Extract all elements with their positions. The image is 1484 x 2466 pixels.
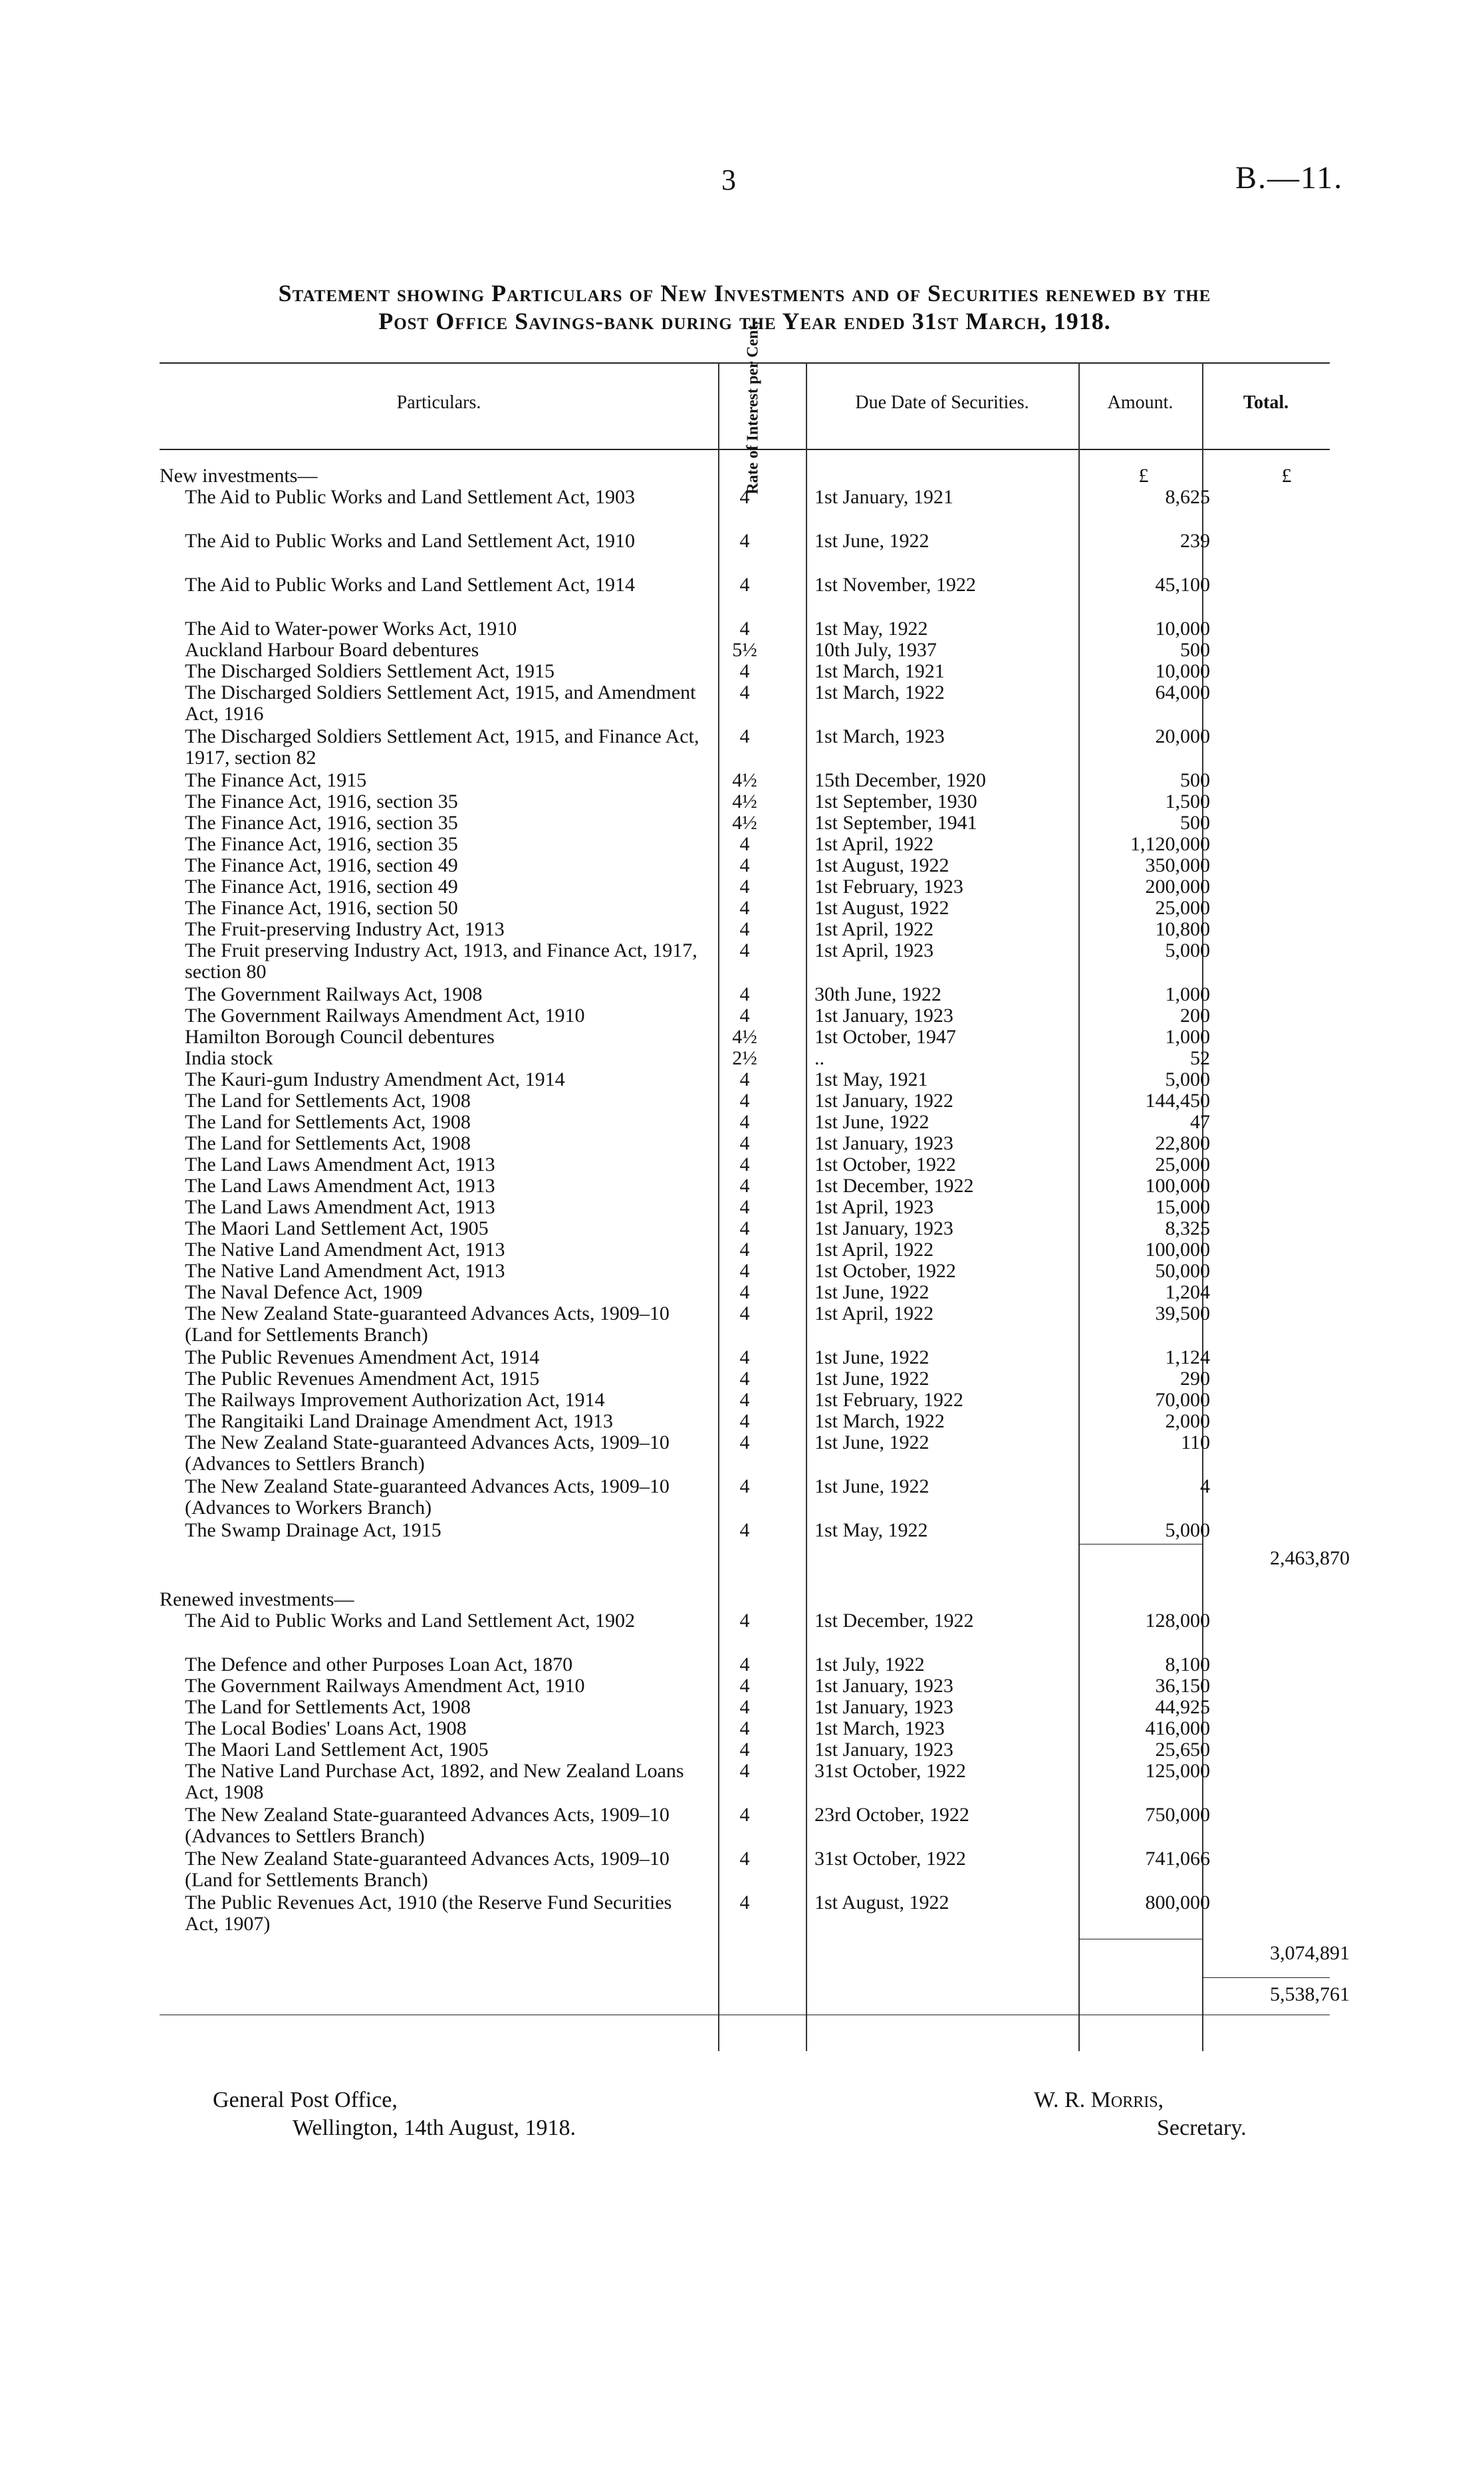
rate-cell: 4: [739, 983, 750, 1005]
due-date-cell: 1st June, 1922: [814, 1431, 929, 1453]
rate-cell: 4: [739, 1368, 750, 1390]
rate-cell: 4½: [732, 791, 757, 812]
amount-cell: 15,000: [1155, 1196, 1210, 1218]
amount-cell: 36,150: [1155, 1675, 1210, 1697]
rate-cell: 4: [739, 1519, 750, 1541]
amount-cell: 741,066: [1145, 1848, 1210, 1870]
due-date-cell: 1st January, 1923: [814, 1217, 953, 1239]
amount-cell: 1,000: [1165, 1026, 1210, 1048]
rate-cell: 4: [739, 1760, 750, 1782]
rate-cell: 4: [739, 1111, 750, 1133]
grand-total: 5,538,761: [1270, 1983, 1350, 2005]
particulars-cell: The Railways Improvement Authorization Act, 1914: [185, 1389, 605, 1411]
rate-cell: 4: [739, 1217, 750, 1239]
amount-cell: 500: [1180, 769, 1210, 791]
due-date-cell: 1st March, 1921: [814, 660, 945, 682]
rate-cell: 4: [739, 1675, 750, 1697]
due-date-cell: 1st August, 1922: [814, 854, 949, 876]
due-date-cell: ..: [814, 1047, 824, 1069]
due-date-cell: 10th July, 1937: [814, 639, 937, 661]
particulars-cell: The New Zealand State-guaranteed Advances Acts, 1909–10 (Land for Settlements Branch): [185, 1302, 670, 1346]
due-date-cell: 1st March, 1922: [814, 1410, 945, 1432]
due-date-cell: 1st April, 1922: [814, 833, 934, 855]
particulars-cell: The Land Laws Amendment Act, 1913: [185, 1154, 495, 1175]
particulars-cell: The Finance Act, 1916, section 49: [185, 876, 458, 898]
section-heading: New investments—: [160, 465, 318, 487]
due-date-cell: 1st April, 1922: [814, 918, 934, 940]
rate-cell: 4: [739, 1260, 750, 1282]
header-total: Total.: [1243, 392, 1289, 413]
amount-cell: 290: [1180, 1368, 1210, 1390]
particulars-cell: The New Zealand State-guaranteed Advances Acts, 1909–10 (Advances to Workers Branch): [185, 1475, 670, 1519]
header-rate-label: Rate of Interest per Cent.: [745, 320, 763, 495]
amount-cell: 200,000: [1145, 876, 1210, 898]
particulars-cell: The Naval Defence Act, 1909: [185, 1281, 423, 1303]
due-date-cell: 1st January, 1921: [814, 486, 953, 508]
amount-cell: 20,000: [1155, 725, 1210, 747]
rate-cell: 4: [739, 1154, 750, 1175]
particulars-cell: The Government Railways Amendment Act, 1910: [185, 1675, 585, 1697]
due-date-cell: 1st March, 1923: [814, 725, 945, 747]
header-amount: Amount.: [1107, 392, 1174, 413]
due-date-cell: 1st April, 1923: [814, 1196, 934, 1218]
due-date-cell: 1st February, 1923: [814, 876, 963, 898]
rate-cell: 4: [739, 725, 750, 747]
due-date-cell: 1st December, 1922: [814, 1175, 974, 1197]
particulars-cell: The New Zealand State-guaranteed Advances Acts, 1909–10 (Advances to Settlers Branch): [185, 1804, 670, 1847]
rate-cell: 4: [739, 1090, 750, 1112]
amount-cell: 25,000: [1155, 897, 1210, 919]
amount-cell: 10,000: [1155, 660, 1210, 682]
rate-cell: 4: [739, 1848, 750, 1870]
amount-cell: 200: [1180, 1005, 1210, 1027]
rate-cell: 4: [739, 1804, 750, 1826]
due-date-cell: 31st October, 1922: [814, 1848, 966, 1870]
signatory-name: W. R. Morris,: [1034, 2088, 1164, 2112]
section-total: 3,074,891: [1270, 1942, 1350, 1964]
due-date-cell: 1st April, 1923: [814, 939, 934, 961]
particulars-cell: The Native Land Purchase Act, 1892, and New Zealand Loans Act, 1908: [185, 1760, 684, 1803]
particulars-cell: The Discharged Soldiers Settlement Act, 1915, and Amendment Act, 1916: [185, 681, 696, 725]
due-date-cell: 1st June, 1922: [814, 1346, 929, 1368]
due-date-cell: 1st February, 1922: [814, 1389, 963, 1411]
amount-cell: 10,800: [1155, 918, 1210, 940]
rate-cell: 4: [739, 918, 750, 940]
amount-cell: 25,000: [1155, 1154, 1210, 1175]
particulars-cell: Auckland Harbour Board debentures: [185, 639, 479, 661]
particulars-cell: The Land Laws Amendment Act, 1913: [185, 1175, 495, 1197]
column-divider: [806, 362, 807, 2051]
particulars-cell: The Fruit preserving Industry Act, 1913, and Finance Act, 1917, section 80: [185, 939, 697, 983]
amount-cell: 500: [1180, 812, 1210, 834]
due-date-cell: 1st March, 1923: [814, 1717, 945, 1739]
statement-title-line-2: Post Office Savings-bank during the Year ended 31st March, 1918.: [378, 308, 1111, 334]
due-date-cell: 30th June, 1922: [814, 983, 941, 1005]
due-date-cell: 1st June, 1922: [814, 530, 929, 552]
header-rate: [710, 320, 797, 495]
amount-cell: 45,100: [1155, 574, 1210, 596]
amount-cell: 44,925: [1155, 1696, 1210, 1718]
statement-title-line-1: Statement showing Particulars of New Investments and of Securities renewed by the: [278, 280, 1211, 307]
document-reference: B.—11.: [1235, 160, 1344, 195]
due-date-cell: 1st May, 1922: [814, 618, 928, 640]
rate-cell: 4: [739, 939, 750, 961]
rate-cell: 4: [739, 897, 750, 919]
rate-cell: 2½: [732, 1047, 757, 1069]
rate-cell: 4: [739, 1281, 750, 1303]
section-heading: Renewed investments—: [160, 1588, 354, 1610]
due-date-cell: 1st January, 1922: [814, 1090, 953, 1112]
due-date-cell: 1st October, 1922: [814, 1260, 956, 1282]
due-date-cell: 1st August, 1922: [814, 1892, 949, 1913]
particulars-cell: The Discharged Soldiers Settlement Act, 1915: [185, 660, 555, 682]
amount-cell: 10,000: [1155, 618, 1210, 640]
rate-cell: 4½: [732, 812, 757, 834]
rate-cell: 4: [739, 1196, 750, 1218]
section-total: 2,463,870: [1270, 1547, 1350, 1569]
particulars-cell: The Land for Settlements Act, 1908: [185, 1090, 471, 1112]
rate-cell: 4: [739, 1431, 750, 1453]
amount-cell: 5,000: [1165, 1068, 1210, 1090]
grand-total-rule: [1202, 1977, 1330, 1978]
particulars-cell: The Defence and other Purposes Loan Act, 1870: [185, 1654, 573, 1675]
particulars-cell: The Discharged Soldiers Settlement Act, 1915, and Finance Act, 1917, section 82: [185, 725, 699, 769]
page-number: 3: [721, 164, 736, 196]
rate-cell: 4½: [732, 1026, 757, 1048]
particulars-cell: The Finance Act, 1916, section 35: [185, 833, 458, 855]
amount-cell: 1,204: [1165, 1281, 1210, 1303]
signatory-role: Secretary.: [1157, 2116, 1247, 2140]
particulars-cell: The Public Revenues Amendment Act, 1915: [185, 1368, 540, 1390]
due-date-cell: 1st July, 1922: [814, 1654, 925, 1675]
amount-cell: 350,000: [1145, 854, 1210, 876]
due-date-cell: 1st October, 1947: [814, 1026, 956, 1048]
rate-cell: 4: [739, 660, 750, 682]
due-date-cell: 1st September, 1930: [814, 791, 977, 812]
particulars-cell: The Public Revenues Amendment Act, 1914: [185, 1346, 540, 1368]
rate-cell: 4: [739, 1175, 750, 1197]
amount-cell: 25,650: [1155, 1739, 1210, 1761]
rate-cell: 4: [739, 1239, 750, 1261]
particulars-cell: The Aid to Public Works and Land Settlement Act, 1902: [185, 1610, 635, 1632]
amount-cell: 47: [1190, 1111, 1210, 1133]
amount-cell: 125,000: [1145, 1760, 1210, 1782]
rate-cell: 4: [739, 1475, 750, 1497]
particulars-cell: India stock: [185, 1047, 273, 1069]
particulars-cell: The Finance Act, 1915: [185, 769, 367, 791]
particulars-cell: The Fruit-preserving Industry Act, 1913: [185, 918, 505, 940]
due-date-cell: 1st January, 1923: [814, 1005, 953, 1027]
due-date-cell: 15th December, 1920: [814, 769, 986, 791]
due-date-cell: 23rd October, 1922: [814, 1804, 969, 1826]
particulars-cell: The Maori Land Settlement Act, 1905: [185, 1217, 489, 1239]
rate-cell: 4: [739, 833, 750, 855]
amount-cell: 800,000: [1145, 1892, 1210, 1913]
amount-cell: 100,000: [1145, 1175, 1210, 1197]
particulars-cell: The Swamp Drainage Act, 1915: [185, 1519, 441, 1541]
particulars-cell: The Kauri-gum Industry Amendment Act, 1914: [185, 1068, 565, 1090]
particulars-cell: The Finance Act, 1916, section 49: [185, 854, 458, 876]
rate-cell: 4: [739, 530, 750, 552]
rate-cell: 4: [739, 681, 750, 703]
rate-cell: 4: [739, 1696, 750, 1718]
particulars-cell: The Land Laws Amendment Act, 1913: [185, 1196, 495, 1218]
particulars-cell: The Public Revenues Act, 1910 (the Reserve Fund Securities Act, 1907): [185, 1892, 672, 1935]
rate-cell: 4: [739, 486, 750, 508]
due-date-cell: 1st May, 1922: [814, 1519, 928, 1541]
due-date-cell: 1st May, 1921: [814, 1068, 928, 1090]
amount-cell: 144,450: [1145, 1090, 1210, 1112]
particulars-cell: The Aid to Public Works and Land Settlement Act, 1914: [185, 574, 635, 596]
due-date-cell: 1st January, 1923: [814, 1132, 953, 1154]
particulars-cell: The Aid to Water-power Works Act, 1910: [185, 618, 517, 640]
rate-cell: 4: [739, 1610, 750, 1632]
rate-cell: 4: [739, 854, 750, 876]
particulars-cell: The Government Railways Act, 1908: [185, 983, 483, 1005]
due-date-cell: 1st November, 1922: [814, 574, 976, 596]
particulars-cell: The New Zealand State-guaranteed Advances Acts, 1909–10 (Land for Settlements Branch): [185, 1848, 670, 1891]
due-date-cell: 1st June, 1922: [814, 1281, 929, 1303]
amount-cell: 39,500: [1155, 1302, 1210, 1324]
particulars-cell: The Finance Act, 1916, section 35: [185, 791, 458, 812]
rate-cell: 4: [739, 1717, 750, 1739]
amount-cell: 5,000: [1165, 1519, 1210, 1541]
particulars-cell: The Finance Act, 1916, section 50: [185, 897, 458, 919]
header-particulars: Particulars.: [396, 392, 481, 413]
rate-cell: 4½: [732, 769, 757, 791]
due-date-cell: 1st March, 1922: [814, 681, 945, 703]
office-name: General Post Office,: [213, 2088, 398, 2112]
due-date-cell: 1st January, 1923: [814, 1675, 953, 1697]
amount-unit-symbol: £: [1138, 465, 1149, 487]
amount-cell: 2,000: [1165, 1410, 1210, 1432]
amount-cell: 64,000: [1155, 681, 1210, 703]
particulars-cell: The Aid to Public Works and Land Settlement Act, 1910: [185, 530, 635, 552]
rate-cell: 4: [739, 1410, 750, 1432]
particulars-cell: The Local Bodies' Loans Act, 1908: [185, 1717, 467, 1739]
particulars-cell: The Government Railways Amendment Act, 1910: [185, 1005, 585, 1027]
particulars-cell: The Native Land Amendment Act, 1913: [185, 1239, 505, 1261]
total-unit-symbol: £: [1281, 465, 1292, 487]
amount-cell: 500: [1180, 639, 1210, 661]
amount-cell: 110: [1181, 1431, 1210, 1453]
amount-cell: 416,000: [1145, 1717, 1210, 1739]
amount-cell: 50,000: [1155, 1260, 1210, 1282]
due-date-cell: 1st June, 1922: [814, 1111, 929, 1133]
due-date-cell: 1st January, 1923: [814, 1696, 953, 1718]
rate-cell: 4: [739, 1302, 750, 1324]
due-date-cell: 1st September, 1941: [814, 812, 977, 834]
particulars-cell: The Land for Settlements Act, 1908: [185, 1132, 471, 1154]
amount-cell: 8,100: [1165, 1654, 1210, 1675]
rate-cell: 4: [739, 1389, 750, 1411]
amount-cell: 1,120,000: [1130, 833, 1210, 855]
particulars-cell: Hamilton Borough Council debentures: [185, 1026, 495, 1048]
rate-cell: 4: [739, 574, 750, 596]
amount-cell: 1,500: [1165, 791, 1210, 812]
due-date-cell: 1st June, 1922: [814, 1475, 929, 1497]
amount-cell: 8,625: [1165, 486, 1210, 508]
rate-cell: 4: [739, 1346, 750, 1368]
rate-cell: 4: [739, 618, 750, 640]
amount-cell: 750,000: [1145, 1804, 1210, 1826]
due-date-cell: 1st August, 1922: [814, 897, 949, 919]
place-and-date: Wellington, 14th August, 1918.: [293, 2116, 576, 2140]
rate-cell: 4: [739, 1654, 750, 1675]
due-date-cell: 1st October, 1922: [814, 1154, 956, 1175]
amount-cell: 239: [1180, 530, 1210, 552]
rate-cell: 5½: [732, 639, 757, 661]
rate-cell: 4: [739, 1739, 750, 1761]
rate-cell: 4: [739, 1068, 750, 1090]
amount-cell: 70,000: [1155, 1389, 1210, 1411]
particulars-cell: The Rangitaiki Land Drainage Amendment Act, 1913: [185, 1410, 614, 1432]
particulars-cell: The Finance Act, 1916, section 35: [185, 812, 458, 834]
due-date-cell: 1st April, 1922: [814, 1239, 934, 1261]
particulars-cell: The Native Land Amendment Act, 1913: [185, 1260, 505, 1282]
rate-cell: 4: [739, 1132, 750, 1154]
due-date-cell: 1st January, 1923: [814, 1739, 953, 1761]
amount-cell: 1,124: [1165, 1346, 1210, 1368]
amount-cell: 5,000: [1165, 939, 1210, 961]
amount-cell: 52: [1190, 1047, 1210, 1069]
particulars-cell: The Land for Settlements Act, 1908: [185, 1111, 471, 1133]
amount-cell: 4: [1200, 1475, 1210, 1497]
particulars-cell: The Maori Land Settlement Act, 1905: [185, 1739, 489, 1761]
particulars-cell: The Aid to Public Works and Land Settlement Act, 1903: [185, 486, 635, 508]
amount-cell: 100,000: [1145, 1239, 1210, 1261]
rate-cell: 4: [739, 1892, 750, 1913]
due-date-cell: 1st June, 1922: [814, 1368, 929, 1390]
particulars-cell: The Land for Settlements Act, 1908: [185, 1696, 471, 1718]
rate-cell: 4: [739, 1005, 750, 1027]
due-date-cell: 31st October, 1922: [814, 1760, 966, 1782]
rate-cell: 4: [739, 876, 750, 898]
amount-cell: 22,800: [1155, 1132, 1210, 1154]
amount-cell: 8,325: [1165, 1217, 1210, 1239]
due-date-cell: 1st December, 1922: [814, 1610, 974, 1632]
particulars-cell: The New Zealand State-guaranteed Advances Acts, 1909–10 (Advances to Settlers Branch): [185, 1431, 670, 1475]
header-due-date: Due Date of Securities.: [855, 392, 1029, 413]
amount-cell: 1,000: [1165, 983, 1210, 1005]
amount-cell: 128,000: [1145, 1610, 1210, 1632]
due-date-cell: 1st April, 1922: [814, 1302, 934, 1324]
